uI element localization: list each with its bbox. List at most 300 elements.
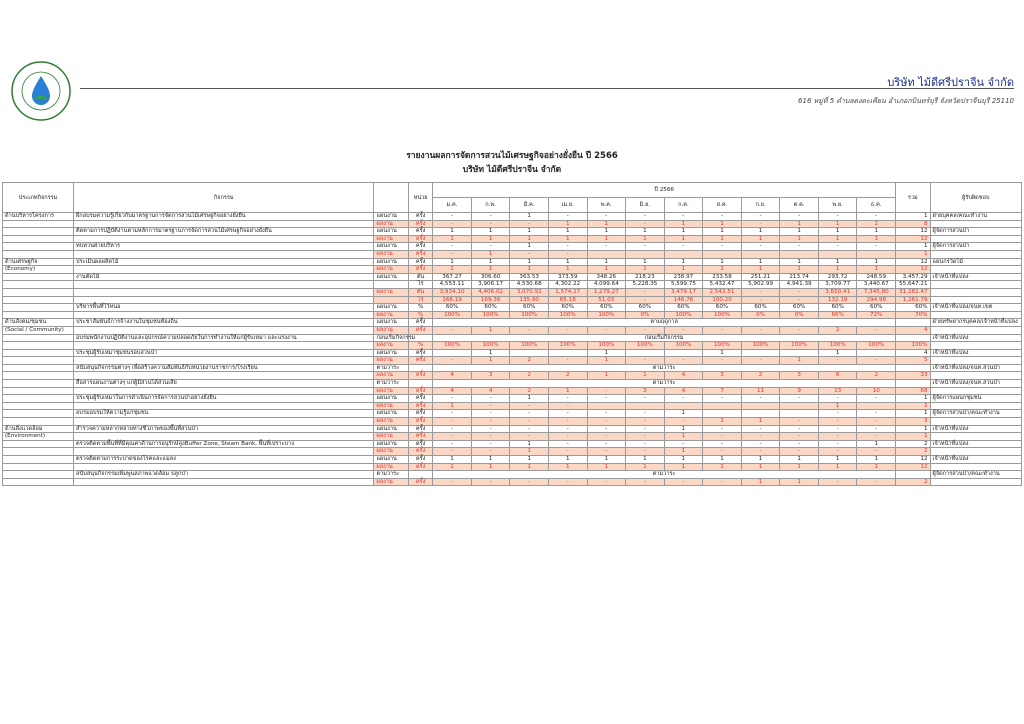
responsible-cell (930, 220, 1021, 228)
row-type-cell: ผลงาน (374, 478, 409, 486)
unit-cell: ครั้ง (408, 463, 432, 471)
row-type-cell (374, 296, 409, 304)
month-value-cell: - (471, 478, 510, 486)
month-value-cell: 3 (780, 372, 819, 380)
month-value-cell: 1 (548, 220, 587, 228)
month-value-cell: - (703, 425, 742, 433)
month-value-cell: 1 (587, 463, 626, 471)
month-value-cell: 1 (587, 349, 626, 357)
month-value-cell: 2 (818, 326, 857, 334)
month-value-cell: - (587, 478, 626, 486)
month-value-cell (857, 402, 896, 410)
unit-cell: ครั้ง (408, 235, 432, 243)
unit-cell: ไร่ (408, 296, 432, 304)
month-value-cell: 1 (780, 478, 819, 486)
month-value-cell: 4 (433, 387, 472, 395)
month-value-cell: 0% (741, 311, 780, 319)
month-value-cell (626, 402, 665, 410)
table-row (3, 425, 1022, 433)
month-value-cell: 100% (780, 342, 819, 350)
month-value-cell: - (433, 326, 472, 334)
responsible-cell (930, 387, 1021, 395)
report-body (3, 213, 1022, 486)
month-value-cell: 100% (548, 311, 587, 319)
month-value-cell: - (780, 433, 819, 441)
month-value-cell: 1 (780, 463, 819, 471)
table-row (3, 349, 1022, 357)
row-type-cell: ตามวาระ (374, 380, 409, 388)
month-value-cell: 132.19 (818, 296, 857, 304)
month-value-cell: - (510, 433, 549, 441)
month-value-cell: 1 (471, 349, 510, 357)
month-value-cell: - (857, 448, 896, 456)
responsible-cell (930, 448, 1021, 456)
month-value-cell: - (433, 440, 472, 448)
month-value-cell: 100% (548, 342, 587, 350)
month-value-cell: 1 (780, 220, 819, 228)
responsible-cell (930, 281, 1021, 289)
month-value-cell: 1 (857, 456, 896, 464)
month-value-cell: - (510, 326, 549, 334)
month-value-cell: 5,432.47 (703, 281, 742, 289)
row-type-cell: แผนงาน (374, 319, 409, 327)
month-value-cell: 294.98 (857, 296, 896, 304)
table-row (3, 387, 1022, 395)
responsible-cell: เจ้าหน้าที่แปลง/จนท.เขต (930, 304, 1021, 312)
month-value-cell: 1 (703, 235, 742, 243)
row-type-cell: ผลงาน (374, 463, 409, 471)
month-value-cell (818, 250, 857, 258)
month-value-cell: 1 (433, 258, 472, 266)
month-value-cell: - (818, 395, 857, 403)
row-type-cell: แผนงาน (374, 349, 409, 357)
month-value-cell: - (664, 418, 703, 426)
month-value-cell: 1 (510, 243, 549, 251)
month-value-cell: - (433, 418, 472, 426)
total-cell (896, 380, 931, 388)
activity-cell (74, 311, 374, 319)
month-value-cell: 1 (857, 440, 896, 448)
month-value-cell: 1 (510, 448, 549, 456)
month-value-cell: - (433, 425, 472, 433)
month-value-cell: - (741, 357, 780, 365)
month-value-cell: 1 (780, 357, 819, 365)
month-value-cell: - (780, 213, 819, 221)
month-value-cell (626, 349, 665, 357)
month-value-cell: 5,228.35 (626, 281, 665, 289)
category-cell (3, 334, 74, 342)
month-value-cell: - (857, 418, 896, 426)
row-type-cell: ผลงาน (374, 250, 409, 258)
category-cell (3, 357, 74, 365)
month-value-cell: - (703, 213, 742, 221)
row-type-cell: แผนงาน (374, 410, 409, 418)
month-value-cell: - (548, 357, 587, 365)
month-value-cell (857, 250, 896, 258)
unit-cell: ครั้ง (408, 395, 432, 403)
month-value-cell: - (626, 418, 665, 426)
month-header-10: พ.ย. (818, 198, 857, 213)
month-value-cell: 4,941.39 (780, 281, 819, 289)
row-type-cell: ตามวาระ (374, 364, 409, 372)
table-row (3, 395, 1022, 403)
table-row (3, 304, 1022, 312)
activity-cell (74, 235, 374, 243)
row-type-cell: แผนงาน (374, 243, 409, 251)
month-value-cell: 1 (703, 258, 742, 266)
month-value-cell: - (433, 478, 472, 486)
month-value-cell (664, 349, 703, 357)
month-value-cell: 1 (510, 258, 549, 266)
month-value-cell: - (818, 213, 857, 221)
unit-cell: ครั้ง (408, 440, 432, 448)
unit-cell: ครั้ง (408, 266, 432, 274)
row-type-cell: ก่อนเริ่มกิจกรรม (374, 334, 409, 342)
month-value-cell: 1 (741, 463, 780, 471)
activity-cell (74, 433, 374, 441)
month-header-1: ก.พ. (471, 198, 510, 213)
row-type-cell: ผลงาน (374, 220, 409, 228)
month-value-cell: 1 (703, 220, 742, 228)
month-value-cell: - (818, 448, 857, 456)
row-type-cell: ผลงาน (374, 342, 409, 350)
table-row (3, 281, 1022, 289)
month-value-cell: - (857, 243, 896, 251)
month-value-cell: 1 (471, 258, 510, 266)
month-value-cell: - (741, 433, 780, 441)
row-type-cell: ผลงาน (374, 402, 409, 410)
table-row (3, 243, 1022, 251)
month-value-cell: - (548, 410, 587, 418)
month-value-cell: 60% (818, 304, 857, 312)
month-value-cell: 1 (433, 228, 472, 236)
row-type-cell: แผนงาน (374, 258, 409, 266)
total-cell: 1 (896, 425, 931, 433)
month-value-cell (703, 410, 742, 418)
month-value-cell: - (587, 243, 626, 251)
month-value-cell: - (780, 395, 819, 403)
month-value-cell: - (703, 448, 742, 456)
month-value-cell: 4,553.11 (433, 281, 472, 289)
month-value-cell (741, 410, 780, 418)
month-value-cell: 100% (587, 311, 626, 319)
month-value-cell: 1 (510, 456, 549, 464)
month-value-cell: - (548, 326, 587, 334)
total-cell: 12 (896, 463, 931, 471)
month-value-cell: 1 (818, 220, 857, 228)
month-value-cell: - (471, 410, 510, 418)
month-value-cell: 218.23 (626, 273, 665, 281)
month-value-cell: 1 (471, 463, 510, 471)
total-cell: 1 (896, 410, 931, 418)
month-value-cell: 248.59 (857, 273, 896, 281)
responsible-cell: ผู้จัดการสวนป่า/คณะทำงาน (930, 471, 1021, 479)
month-value-cell: 1 (548, 235, 587, 243)
month-value-cell: 5,902.99 (741, 281, 780, 289)
company-name-header: บริษัท ไม้ดีศรีปราจีน จำกัด (887, 76, 1014, 89)
month-value-cell: 1 (471, 266, 510, 274)
total-cell: 5 (896, 357, 931, 365)
month-value-cell: 1 (548, 456, 587, 464)
month-value-cell: 3 (626, 387, 665, 395)
month-value-cell: - (741, 395, 780, 403)
unit-cell: ครั้ง (408, 433, 432, 441)
month-value-cell: 100% (433, 311, 472, 319)
activity-cell: บริหารพื้นที่ไว้หน่อ (74, 304, 374, 312)
month-value-cell: - (471, 433, 510, 441)
unit-cell: ครั้ง (408, 402, 432, 410)
month-value-cell (703, 402, 742, 410)
month-value-cell: 1 (471, 250, 510, 258)
table-row (3, 258, 1022, 266)
activity-cell (74, 342, 374, 350)
month-value-cell: - (433, 448, 472, 456)
month-value-cell: - (626, 395, 665, 403)
month-value-cell: - (703, 433, 742, 441)
month-value-cell: - (433, 357, 472, 365)
month-value-cell: 4 (664, 372, 703, 380)
month-value-cell: 1 (626, 266, 665, 274)
responsible-cell (930, 478, 1021, 486)
month-value-cell: - (626, 478, 665, 486)
month-value-cell: 65.18 (548, 296, 587, 304)
month-value-cell (780, 349, 819, 357)
responsible-cell (930, 418, 1021, 426)
responsible-cell: ฝ่ายทรัพยากรบุคคล/เจ้าหน้าที่แปลง (930, 319, 1021, 327)
month-value-cell: 1 (703, 228, 742, 236)
unit-cell: ครั้ง (408, 425, 432, 433)
activity-cell (74, 402, 374, 410)
month-value-cell: - (664, 213, 703, 221)
month-value-cell: - (548, 402, 587, 410)
month-header-9: ต.ค. (780, 198, 819, 213)
month-value-cell: - (857, 410, 896, 418)
month-value-cell: 1 (548, 258, 587, 266)
category-cell (3, 220, 74, 228)
month-value-cell (587, 250, 626, 258)
month-value-cell: 60% (741, 304, 780, 312)
month-value-cell: - (703, 243, 742, 251)
total-cell: 12 (896, 258, 931, 266)
row-type-cell: ผลงาน (374, 326, 409, 334)
category-cell (3, 380, 74, 388)
category-cell (3, 478, 74, 486)
category-cell (3, 311, 74, 319)
activity-cell (74, 372, 374, 380)
unit-cell: ครั้ง (408, 326, 432, 334)
responsible-cell: เจ้าหน้าที่แปลง (930, 456, 1021, 464)
row-type-cell: ผลงาน (374, 387, 409, 395)
row-type-cell: แผนงาน (374, 395, 409, 403)
activity-cell: สื่อสารแผนงานต่างๆ แก่ผู้มีส่วนได้ส่วนเสีย (74, 380, 374, 388)
table-row (3, 418, 1022, 426)
responsible-cell: เจ้าหน้าที่แปลง/จนท.สวนป่า (930, 380, 1021, 388)
month-value-cell: 1 (741, 478, 780, 486)
month-value-cell: - (471, 395, 510, 403)
month-value-cell (510, 349, 549, 357)
month-value-cell: 1 (664, 463, 703, 471)
table-row (3, 440, 1022, 448)
month-value-cell: 238.97 (664, 273, 703, 281)
category-cell (3, 273, 74, 281)
table-row (3, 380, 1022, 388)
month-value-cell: 6 (818, 372, 857, 380)
row-type-cell: ผลงาน (374, 357, 409, 365)
col-header-total: รวม (896, 183, 931, 213)
month-value-cell: 363.53 (510, 273, 549, 281)
month-value-cell: 7,345.80 (857, 288, 896, 296)
month-value-cell (626, 250, 665, 258)
table-row (3, 228, 1022, 236)
month-value-cell: 100% (664, 311, 703, 319)
month-value-cell: 1 (741, 228, 780, 236)
month-value-cell: 11 (741, 387, 780, 395)
unit-cell: ครั้ง (408, 220, 432, 228)
month-value-cell: 1 (510, 266, 549, 274)
unit-cell: ครั้ง (408, 213, 432, 221)
month-value-cell: 2 (548, 372, 587, 380)
unit-cell (408, 380, 432, 388)
unit-cell: ครั้ง (408, 258, 432, 266)
month-value-cell: 0% (780, 311, 819, 319)
unit-cell: ครั้ง (408, 357, 432, 365)
month-value-cell: 1 (818, 402, 857, 410)
month-value-cell: 1 (433, 456, 472, 464)
responsible-cell (930, 326, 1021, 334)
month-value-cell: 1 (626, 228, 665, 236)
schedule-note-cell: ก่อนเริ่มกิจกรรม (433, 334, 896, 342)
month-value-cell: - (857, 478, 896, 486)
month-value-cell: 367.27 (433, 273, 472, 281)
responsible-cell (930, 235, 1021, 243)
month-value-cell: 2 (741, 372, 780, 380)
month-value-cell: 60% (857, 304, 896, 312)
month-value-cell: 1 (664, 425, 703, 433)
month-value-cell: 1 (664, 228, 703, 236)
activity-cell (74, 326, 374, 334)
month-value-cell: 60% (703, 304, 742, 312)
activity-cell: อบรมอบรมให้ความรู้แก่ชุมชน (74, 410, 374, 418)
month-value-cell: - (510, 220, 549, 228)
col-header-blank (374, 183, 409, 213)
total-cell: 1 (896, 213, 931, 221)
month-value-cell: 1 (587, 220, 626, 228)
responsible-cell: เจ้าหน้าที่แปลง (930, 440, 1021, 448)
month-value-cell: - (780, 418, 819, 426)
month-value-cell: 2,542.51 (703, 288, 742, 296)
table-row (3, 319, 1022, 327)
month-value-cell: 100% (471, 342, 510, 350)
month-value-cell: 1 (818, 235, 857, 243)
month-value-cell: 4 (433, 372, 472, 380)
month-value-cell: - (587, 418, 626, 426)
category-cell: (Social / Community) (3, 326, 74, 334)
month-value-cell: 1 (626, 235, 665, 243)
total-cell: 2 (896, 448, 931, 456)
unit-cell: ครั้ง (408, 448, 432, 456)
month-value-cell: 4,530.68 (510, 281, 549, 289)
header-divider (80, 88, 1014, 89)
month-value-cell: - (626, 357, 665, 365)
month-value-cell: 3 (471, 372, 510, 380)
responsible-cell (930, 463, 1021, 471)
unit-cell: ครั้ง (408, 228, 432, 236)
month-value-cell: 7 (703, 387, 742, 395)
month-value-cell: 3,479.17 (664, 288, 703, 296)
total-cell (896, 334, 931, 342)
month-value-cell: 60% (471, 304, 510, 312)
month-value-cell: - (664, 478, 703, 486)
category-cell (3, 410, 74, 418)
activity-cell (74, 220, 374, 228)
responsible-cell: ฝ่ายบุคคล/คณะทำงาน (930, 213, 1021, 221)
month-value-cell: 1 (548, 463, 587, 471)
month-value-cell (780, 402, 819, 410)
month-value-cell: 1 (857, 228, 896, 236)
month-value-cell: - (433, 220, 472, 228)
table-row (3, 273, 1022, 281)
row-type-cell: ตามวาระ (374, 471, 409, 479)
month-value-cell: 10 (857, 387, 896, 395)
month-value-cell: 166.19 (433, 296, 472, 304)
month-value-cell: 100% (433, 342, 472, 350)
header-row-1 (3, 183, 1022, 198)
month-value-cell: 100% (818, 342, 857, 350)
month-value-cell: 60% (780, 304, 819, 312)
total-cell: 4 (896, 326, 931, 334)
month-value-cell: 1 (741, 258, 780, 266)
company-address: 616 หมู่ที่ 5 ตำบลดงตะเคียน อำเภอกบินทร์บุรี จังหวัดปราจีนบุรี 25110 (798, 97, 1014, 105)
responsible-cell: เจ้าหน้าที่แปลง/จนท.สวนป่า (930, 364, 1021, 372)
unit-cell: ครั้ง (408, 478, 432, 486)
table-row (3, 364, 1022, 372)
table-row (3, 235, 1022, 243)
total-cell (896, 319, 931, 327)
month-value-cell (780, 410, 819, 418)
month-value-cell: 60% (433, 304, 472, 312)
total-cell: 33 (896, 372, 931, 380)
unit-cell: % (408, 304, 432, 312)
month-value-cell: - (471, 220, 510, 228)
month-value-cell: 1,279.27 (587, 288, 626, 296)
category-cell (3, 463, 74, 471)
month-value-cell: - (857, 433, 896, 441)
col-header-activity: กิจกรรม (74, 183, 374, 213)
month-value-cell: - (818, 425, 857, 433)
month-value-cell: 4,302.22 (548, 281, 587, 289)
month-value-cell: 213.74 (780, 273, 819, 281)
month-value-cell: 1 (780, 266, 819, 274)
month-value-cell: - (703, 357, 742, 365)
month-value-cell: - (626, 425, 665, 433)
total-cell: 12 (896, 228, 931, 236)
month-header-11: ธ.ค. (857, 198, 896, 213)
month-value-cell: 1 (741, 266, 780, 274)
month-value-cell: 1 (587, 235, 626, 243)
responsible-cell (930, 266, 1021, 274)
month-value-cell: 1 (510, 213, 549, 221)
month-value-cell: 1 (626, 463, 665, 471)
month-value-cell: 2 (510, 387, 549, 395)
month-value-cell: - (703, 395, 742, 403)
total-cell: 2 (896, 478, 931, 486)
month-value-cell: - (857, 326, 896, 334)
month-value-cell: - (741, 326, 780, 334)
table-row (3, 471, 1022, 479)
month-value-cell: 306.60 (471, 273, 510, 281)
responsible-cell (930, 288, 1021, 296)
col-header-responsible: ผู้รับผิดชอบ (930, 183, 1021, 213)
